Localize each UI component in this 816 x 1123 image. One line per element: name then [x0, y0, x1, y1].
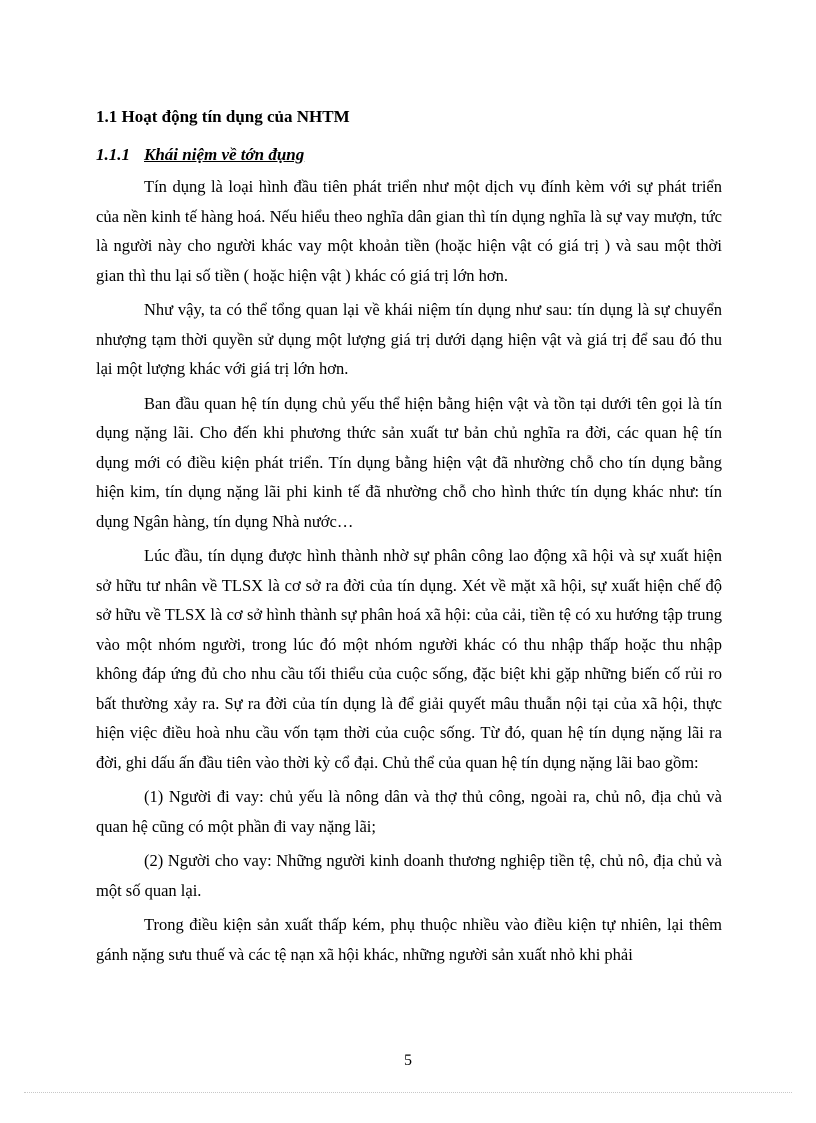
paragraph: Trong điều kiện sản xuất thấp kém, phụ thuộc nhiều vào điều kiện tự nhiên, lại thêm gánh nặng sưu thuế và các tệ nạn xã hội khác, những người sản xuất nhỏ khi phải — [96, 915, 722, 964]
list-paragraph: (1) Người đi vay: chủ yếu là nông dân và thợ thủ công, ngoài ra, chủ nô, địa chủ và quan hệ cũng có một phần đi vay nặng lãi; — [96, 787, 722, 836]
paragraph: Tín dụng là loại hình đầu tiên phát triển như một dịch vụ đính kèm với sự phát triển của nền kinh tế hàng hoá. Nếu hiểu theo nghĩa dân gian thì tín dụng nghĩa là sự vay mượn, tức là người này cho người khác vay một khoản tiền (hoặc hiện vật có giá trị ) và sau một thời gian thì thu lại số tiền ( hoặc hiện vật ) khác có giá trị lớn hơn. — [96, 177, 722, 285]
page-number: 5 — [404, 1052, 412, 1069]
paragraph: Lúc đầu, tín dụng được hình thành nhờ sự phân công lao động xã hội và sự xuất hiện sở hữu tư nhân về TLSX là cơ sở ra đời của tín dụng. Xét về mặt xã hội, sự xuất hiện chế độ sở hữu về TLSX là cơ sở hình thành sự phân hoá xã hội: của cải, tiền tệ có xu hướng tập trung vào một nhóm người, trong lúc đó một nhóm người khác có thu nhập thấp hoặc thu nhập không đáp ứng đủ cho nhu cầu tối thiểu của cuộc sống, đặc biệt khi gặp những biến cố rủi ro bất thường xảy ra. Sự ra đời của tín dụng là để giải quyết mâu thuẫn nội tại của xã hội, thực hiện việc điều hoà nhu cầu vốn tạm thời của cuộc sống. Từ đó, quan hệ tín dụng nặng lãi ra đời, ghi dấu ấn đầu tiên vào thời kỳ cổ đại. Chủ thể của quan hệ tín dụng nặng lãi bao gồm: — [96, 546, 722, 772]
subsection-number: 1.1.1 — [96, 145, 130, 164]
subsection-heading — [96, 142, 722, 168]
page-bottom-divider — [24, 1092, 792, 1093]
subsection-title: Khái niệm về tớn đụng — [144, 145, 305, 164]
paragraph: Như vậy, ta có thể tổng quan lại về khái niệm tín dụng như sau: tín dụng là sự chuyển nhượng tạm thời quyền sử dụng một lượng giá trị dưới dạng hiện vật và giá trị để sau đó thu lại một lượng khác với giá trị lớn hơn. — [96, 300, 722, 378]
list-paragraph: (2) Người cho vay: Những người kinh doanh thương nghiệp tiền tệ, chủ nô, địa chủ và một số quan lại. — [96, 851, 722, 900]
paragraph: Ban đầu quan hệ tín dụng chủ yếu thể hiện bằng hiện vật và tồn tại dưới tên gọi là tín dụng nặng lãi. Cho đến khi phương thức sản xuất tư bản chủ nghĩa ra đời, các quan hệ tín dụng mới có điều kiện phát triển. Tín dụng bằng hiện vật đã nhường chỗ cho tín dụng bằng hiện kim, tín dụng nặng lãi phi kinh tế đã nhường chỗ cho hình thức tín dụng khác như: tín dụng Ngân hàng, tín dụng Nhà nước… — [96, 393, 722, 531]
section-heading: 1.1 Hoạt động tín dụng của NHTM — [96, 107, 350, 126]
page-content — [96, 104, 722, 974]
